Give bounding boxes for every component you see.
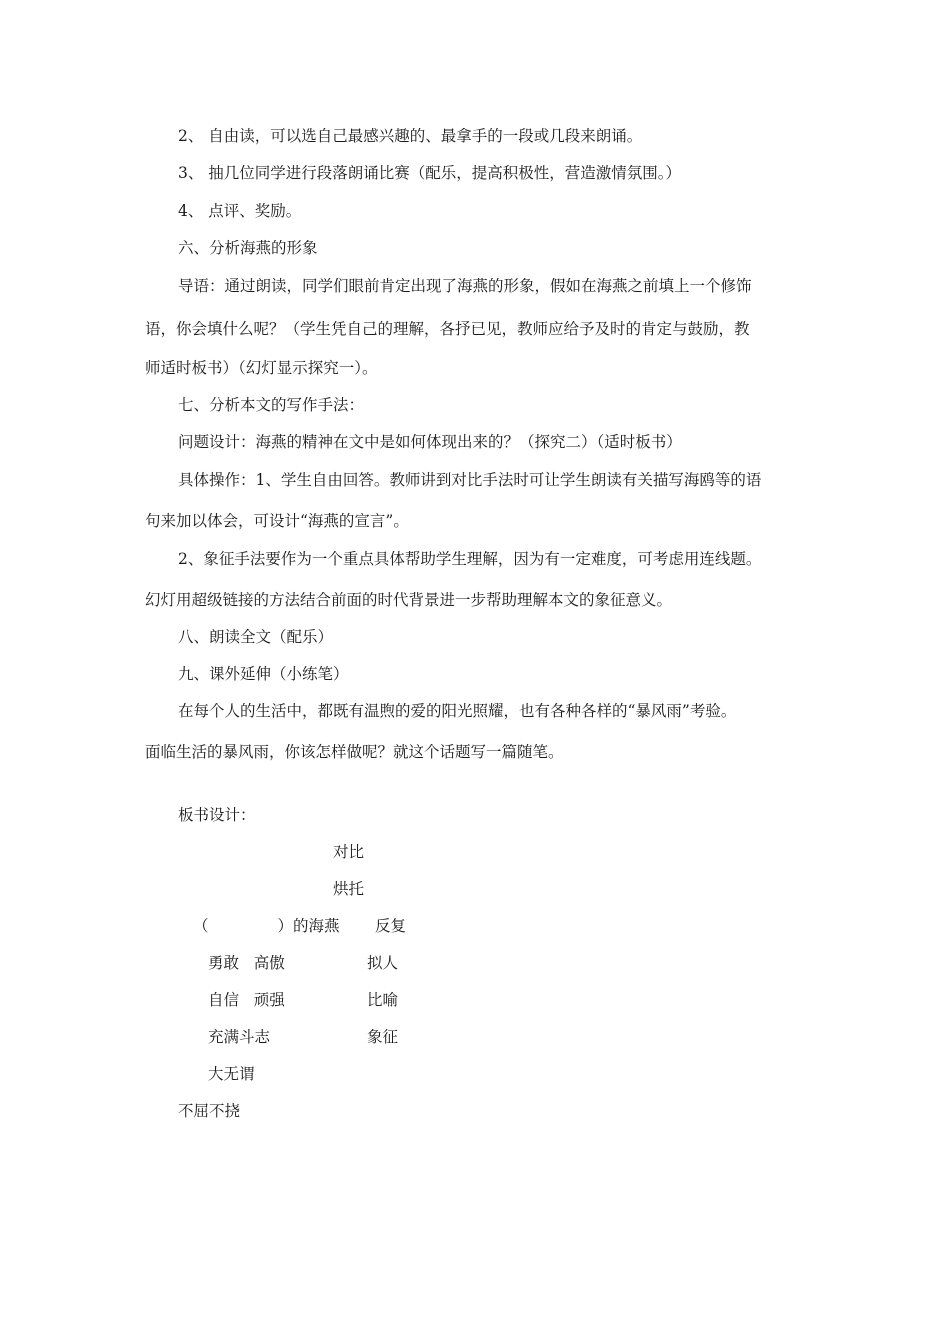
paragraph-operation: 具体操作：1、学生自由回答。教师讲到对比手法时可让学生朗读有关描写海鸥等的语 bbox=[178, 471, 762, 489]
board-adjectives-3: 充满斗志 bbox=[208, 1028, 271, 1046]
paragraph-extension-cont: 面临生活的暴风雨，你该怎样做呢？就这个话题写一篇随笔。 bbox=[145, 743, 564, 761]
section-heading-8: 八、朗读全文（配乐） bbox=[178, 628, 334, 646]
section-heading-7: 七、分析本文的写作手法： bbox=[178, 396, 365, 414]
paragraph-symbolism: 2、象征手法要作为一个重点具体帮助学生理解，因为有一定难度，可考虑用连线题。 bbox=[178, 550, 762, 568]
paragraph-lead-in-cont-2: 师适时板书）（幻灯显示探究一）。 bbox=[145, 359, 378, 377]
board-adjectives-5: 不屈不挠 bbox=[178, 1102, 241, 1120]
board-adjectives-1: 勇敢 高傲 bbox=[208, 954, 285, 972]
paragraph-step-3: 3、 抽几位同学进行段落朗诵比赛（配乐，提高积极性，营造激情氛围。） bbox=[178, 164, 682, 182]
paragraph-lead-in: 导语：通过朗读，同学们眼前肯定出现了海燕的形象，假如在海燕之前填上一个修饰 bbox=[178, 277, 752, 295]
paragraph-symbolism-cont: 幻灯用超级链接的方法结合前面的时代背景进一步帮助理解本文的象征意义。 bbox=[145, 591, 673, 609]
paragraph-step-4: 4、 点评、奖励。 bbox=[178, 202, 302, 220]
board-term-symbolism: 象征 bbox=[367, 1028, 399, 1046]
board-adjectives-2: 自信 顽强 bbox=[208, 991, 285, 1009]
board-term-foil: 烘托 bbox=[333, 880, 365, 898]
paragraph-operation-cont: 句来加以体会，可设计“海燕的宣言”。 bbox=[145, 512, 409, 530]
board-term-personification: 拟人 bbox=[367, 954, 399, 972]
paragraph-step-2: 2、 自由读，可以选自己最感兴趣的、最拿手的一段或几段来朗诵。 bbox=[178, 127, 643, 145]
board-term-metaphor: 比喻 bbox=[367, 991, 399, 1009]
section-heading-6: 六、分析海燕的形象 bbox=[178, 239, 318, 257]
section-heading-9: 九、课外延伸（小练笔） bbox=[178, 665, 349, 683]
board-term-contrast: 对比 bbox=[333, 843, 365, 861]
board-design-title: 板书设计： bbox=[178, 806, 256, 824]
paragraph-question-design: 问题设计：海燕的精神在文中是如何体现出来的？（探究二）（适时板书） bbox=[178, 433, 682, 451]
board-term-repetition: 反复 bbox=[375, 917, 407, 935]
board-adjectives-4: 大无谓 bbox=[208, 1065, 255, 1083]
paragraph-lead-in-cont-1: 语，你会填什么呢？（学生凭自己的理解，各抒已见，教师应给予及时的肯定与鼓励，教 bbox=[145, 320, 750, 338]
board-blank-petrel: （ ）的海燕 bbox=[193, 917, 340, 935]
paragraph-extension: 在每个人的生活中，都既有温煦的爱的阳光照耀，也有各种各样的“暴风雨”考验。 bbox=[178, 702, 737, 720]
